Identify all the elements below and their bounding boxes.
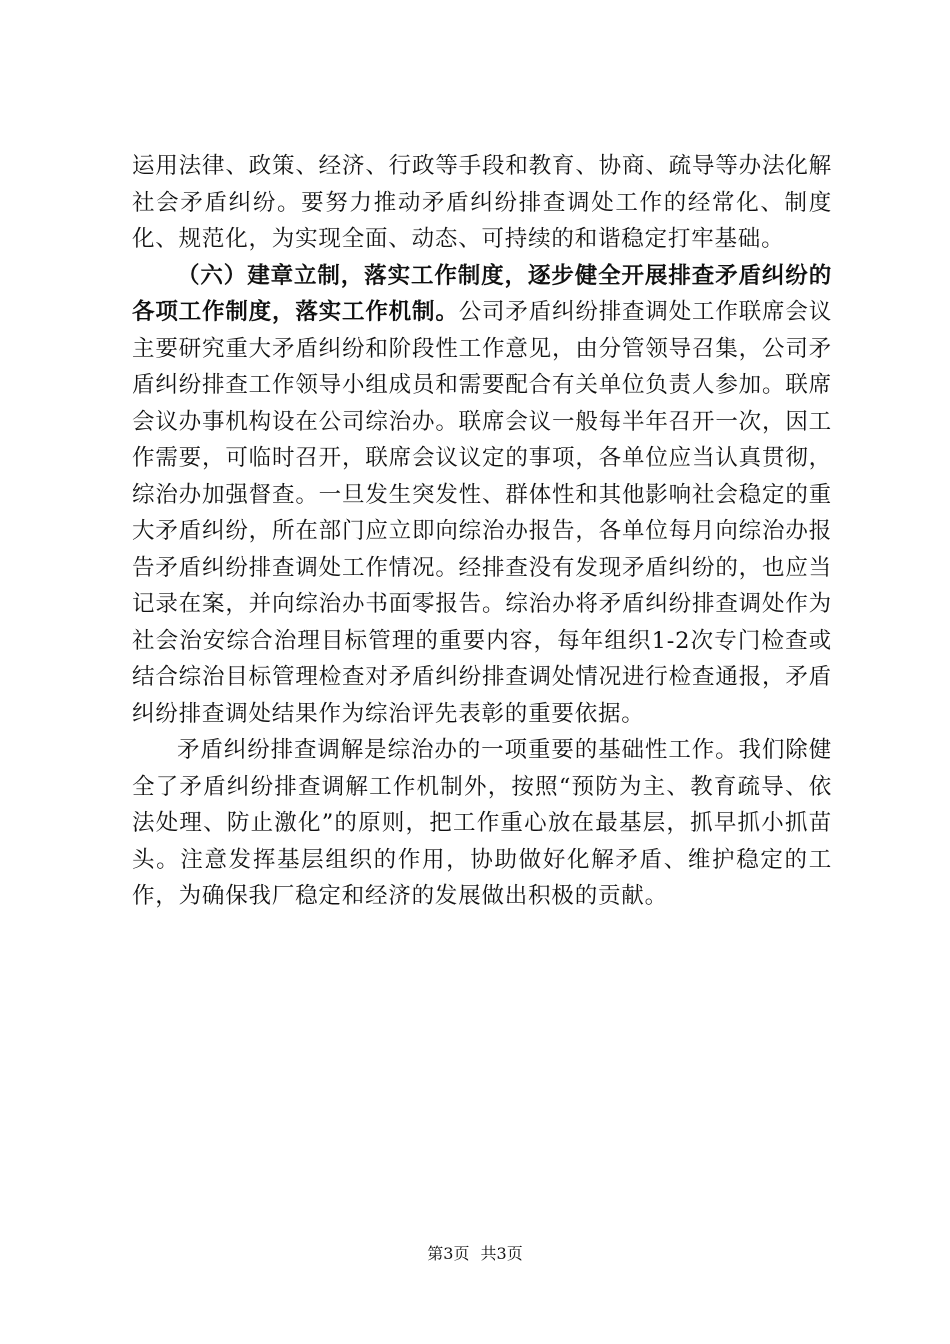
paragraph-text: 矛盾纠纷排查调解是综治办的一项重要的基础性工作。我们除健全了矛盾纠纷排查调解工作机制外，按照“预防为主、教育疏导、依法处理、防止激化”的原则，把工作重心放在最基层，抓早抓小抓苗头。注意发挥基层组织的作用，协助做好化解矛盾、维护稳定的工作，为确保我厂稳定和经济的发展做出积极的贡献。 [132,737,832,909]
page-footer [0,1241,950,1264]
paragraph-text: 运用法律、政策、经济、行政等手段和教育、协商、疏导等办法化解社会矛盾纠纷。要努力推动矛盾纠纷排查调处工作的经常化、制度化、规范化，为实现全面、动态、可持续的和谐稳定打牢基础。 [132,153,832,252]
paragraph-section-six [132,258,832,733]
document-body [132,148,832,915]
section-heading: （六）建章立制，落实工作制度，逐步健全开展排查矛盾纠纷的各项工作制度，落实工作机制。 [132,262,832,325]
paragraph-text: 公司矛盾纠纷排查调处工作联席会议主要研究重大矛盾纠纷和阶段性工作意见，由分管领导召集，公司矛盾纠纷排查工作领导小组成员和需要配合有关单位负责人参加。联席会议办事机构设在公司综治办。联席会议一般每半年召开一次，因工作需要，可临时召开，联席会议议定的事项，各单位应当认真贯彻，综治办加强督查。一旦发生突发性、群体性和其他影响社会稳定的重大矛盾纠纷，所在部门应立即向综治办报告，各单位每月向综治办报告矛盾纠纷排查调处工作情况。经排查没有发现矛盾纠纷的，也应当记录在案，并向综治办书面零报告。综治办将矛盾纠纷排查调处作为社会治安综合治理目标管理的重要内容，每年组织1-2次专门检查或结合综治目标管理检查对矛盾纠纷排查调处情况进行检查通报，矛盾纠纷排查调处结果作为综治评先表彰的重要依据。 [132,299,832,727]
paragraph-conclusion [132,732,832,915]
paragraph-continuation [132,148,832,258]
page-number: 第3页 [427,1244,470,1263]
page-total: 共3页 [480,1244,523,1263]
